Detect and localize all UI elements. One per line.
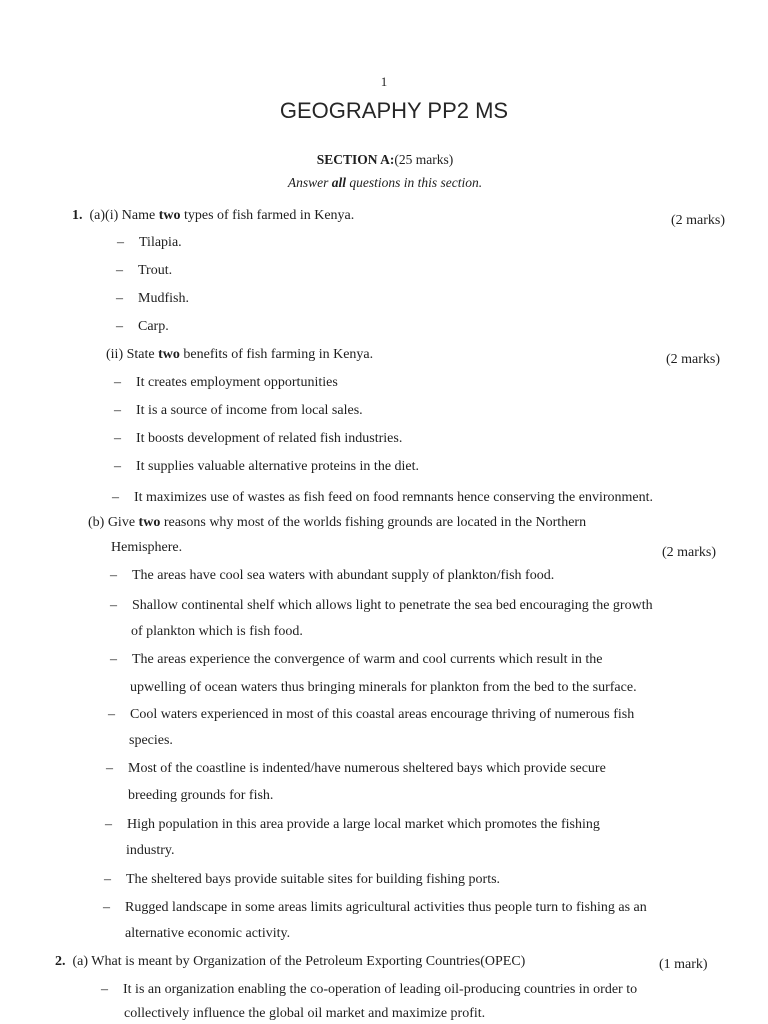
dash-bullet: –: [105, 817, 112, 832]
answer-text: The areas experience the convergence of warm and cool currents which result in the: [132, 652, 603, 667]
answer-item: [116, 319, 169, 335]
answer-text: Trout.: [138, 263, 173, 278]
answer-text: It is an organization enabling the co-operation of leading oil-producing countries in order to: [123, 982, 638, 997]
dash-bullet: –: [116, 263, 123, 278]
dash-bullet: –: [108, 707, 115, 722]
answer-text: Shallow continental shelf which allows light to penetrate the sea bed encouraging the growth: [132, 598, 653, 613]
dash-bullet: –: [114, 375, 121, 390]
dash-bullet: –: [114, 403, 121, 418]
answer-text: Most of the coastline is indented/have numerous sheltered bays which provide secure: [128, 761, 606, 776]
dash-bullet: –: [112, 490, 119, 505]
answer-continuation: upwelling of ocean waters thus bringing minerals for plankton from the bed to the surface.: [130, 680, 637, 695]
dash-bullet: –: [116, 319, 123, 334]
answer-continuation: alternative economic activity.: [125, 926, 291, 941]
marks-label: (2 marks): [666, 352, 721, 367]
question-2-a: [55, 954, 525, 970]
answer-item: [114, 375, 338, 391]
answer-continuation: breeding grounds for fish.: [128, 788, 274, 803]
dash-bullet: –: [103, 900, 110, 915]
instruction-post: questions in this section.: [346, 175, 483, 190]
answer-text: Cool waters experienced in most of this coastal areas encourage thriving of numerous fish: [130, 707, 635, 722]
dash-bullet: –: [114, 431, 121, 446]
page-number: 1: [380, 74, 388, 89]
answer-item: [116, 263, 172, 279]
answer-item: [114, 431, 402, 447]
question-emphasis: two: [138, 515, 161, 530]
question-prefix: (ii) State: [106, 347, 159, 362]
question-emphasis: two: [158, 208, 181, 223]
question-emphasis: two: [158, 347, 180, 362]
question-1-b: [88, 515, 586, 531]
answer-item: [106, 761, 606, 777]
dash-bullet: –: [117, 235, 124, 250]
dash-bullet: –: [101, 982, 108, 997]
answer-item: [110, 568, 554, 584]
answer-item: [114, 403, 363, 419]
answer-text: Mudfish.: [138, 291, 189, 306]
question-prefix: (b) Give: [88, 515, 139, 530]
answer-item: [110, 598, 653, 614]
answer-text: Rugged landscape in some areas limits agricultural activities thus people turn to fishing as an: [125, 900, 647, 915]
section-label: SECTION A:: [316, 152, 395, 167]
answer-text: It is a source of income from local sales.: [136, 403, 363, 418]
answer-item: [116, 291, 189, 307]
dash-bullet: –: [116, 291, 123, 306]
dash-bullet: –: [106, 761, 113, 776]
answer-text: Carp.: [138, 319, 169, 334]
question-text: (a) What is meant by Organization of the Petroleum Exporting Countries(OPEC): [72, 954, 526, 969]
answer-text: High population in this area provide a large local market which promotes the fishing: [127, 817, 600, 832]
question-text: benefits of fish farming in Kenya.: [179, 347, 374, 362]
question-text: reasons why most of the worlds fishing grounds are located in the Northern: [160, 515, 587, 530]
answer-item: [104, 872, 500, 888]
answer-continuation: species.: [129, 733, 173, 748]
question-text: types of fish farmed in Kenya.: [180, 208, 355, 223]
section-marks: (25 marks): [394, 152, 454, 167]
question-number: 1.: [72, 208, 83, 223]
answer-item: [114, 459, 419, 475]
answer-item: [108, 707, 634, 723]
dash-bullet: –: [110, 652, 117, 667]
answer-item: [101, 982, 637, 998]
dash-bullet: –: [104, 872, 111, 887]
answer-text: The sheltered bays provide suitable sites for building fishing ports.: [126, 872, 501, 887]
answer-item: [117, 235, 182, 251]
answer-item: [110, 652, 602, 668]
answer-text: It supplies valuable alternative proteins in the diet.: [136, 459, 420, 474]
question-1-b-continued: Hemisphere.: [111, 540, 183, 555]
answer-item: [112, 490, 653, 506]
answer-text: It boosts development of related fish industries.: [136, 431, 403, 446]
answer-text: Tilapia.: [139, 235, 182, 250]
instruction-pre: Answer: [287, 175, 332, 190]
answer-continuation: of plankton which is fish food.: [131, 624, 303, 639]
answer-item: [105, 817, 600, 833]
question-1-a-i: [72, 208, 354, 224]
dash-bullet: –: [110, 568, 117, 583]
document-title: GEOGRAPHY PP2 MS: [279, 98, 509, 123]
question-1-a-ii: [106, 347, 373, 363]
answer-text: The areas have cool sea waters with abundant supply of plankton/fish food.: [132, 568, 555, 583]
marks-label: (2 marks): [671, 213, 726, 228]
answer-text: It creates employment opportunities: [136, 375, 338, 390]
section-instruction: [0, 175, 768, 191]
answer-text: It maximizes use of wastes as fish feed on food remnants hence conserving the environment.: [134, 490, 654, 505]
dash-bullet: –: [110, 598, 117, 613]
marks-label: (1 mark): [659, 957, 708, 972]
dash-bullet: –: [114, 459, 121, 474]
answer-continuation: industry.: [126, 843, 175, 858]
question-number: 2.: [55, 954, 66, 969]
question-prefix: (a)(i) Name: [89, 208, 159, 223]
instruction-bold: all: [331, 175, 346, 190]
answer-continuation: collectively influence the global oil market and maximize profit.: [124, 1006, 486, 1021]
answer-item: [103, 900, 647, 916]
section-heading: [0, 152, 768, 168]
marks-label: (2 marks): [662, 545, 717, 560]
